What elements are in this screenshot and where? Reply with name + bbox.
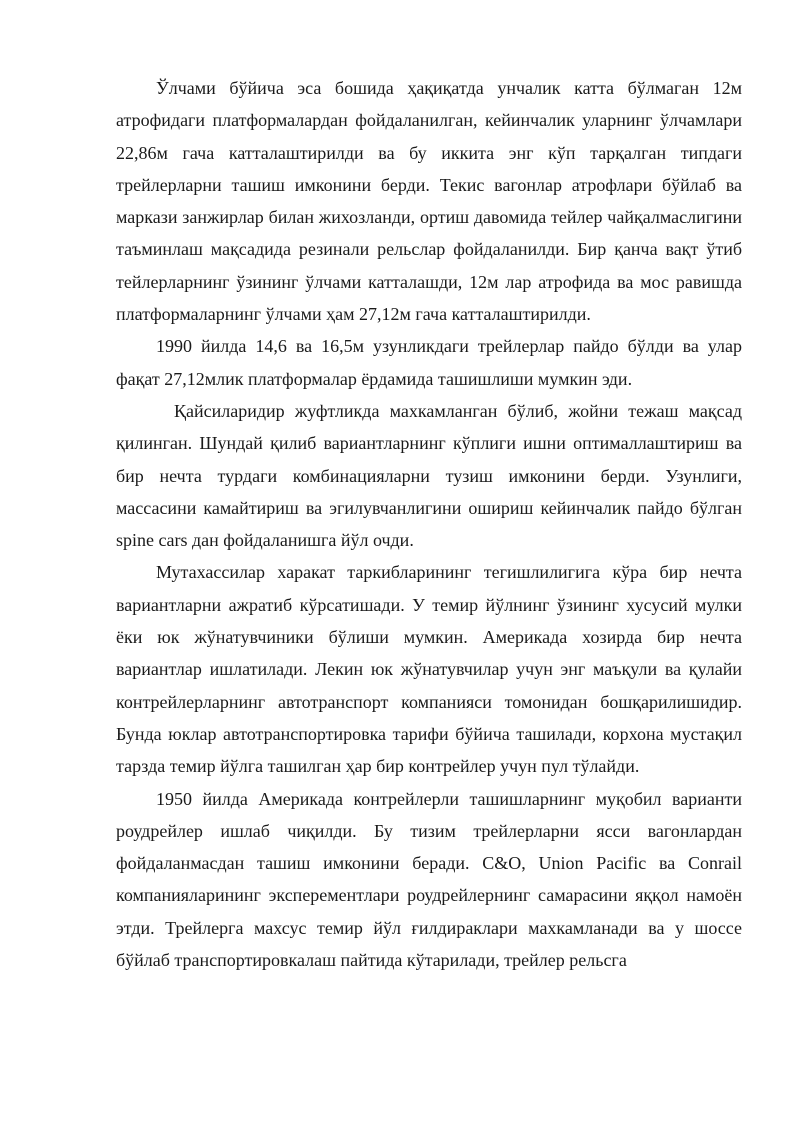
document-page: [116, 72, 742, 976]
paragraph: Ўлчами бўйича эса бошида ҳақиқатда унчалик катта бўлмаган 12м атрофидаги платформалардан фойдаланилган, кейинчалик уларнинг ўлчамлари 22,86м гача катталаштирилди ва бу иккита энг кўп тарқалган типдаги трейлерларни ташиш имконини берди. Текис вагонлар атрофлари бўйлаб ва маркази занжирлар билан жихозланди, ортиш давомида тейлер чайқалмаслигини таъминлаш мақсадида резинали рельслар фойдаланилди. Бир қанча вақт ўтиб тейлерларнинг ўзининг ўлчами катталашди, 12м лар атрофида ва мос равишда платформаларнинг ўлчами ҳам 27,12м гача катталаштирилди.: [116, 78, 742, 325]
paragraph: 1950 йилда Америкада контрейлерли ташишларнинг муқобил варианти роудрейлер ишлаб чиқилди. Бу тизим трейлерларни ясси вагонлардан фойдаланмасдан ташиш имконини беради. C&O, Union Pacific ва Conrail компанияларининг эксперементлари роудрейлернинг самарасини яққол намоён этди. Трейлерга махсус темир йўл ғилдираклари махкамланади ва у шоссе бўйлаб транспортировкалаш пайтида кўтарилади, трейлер рельсга: [116, 788, 742, 971]
paragraph: 1990 йилда 14,6 ва 16,5м узунликдаги трейлерлар пайдо бўлди ва улар фақат 27,12млик платформалар ёрдамида ташишлиши мумкин эди.: [116, 336, 742, 389]
paragraph: Қайсиларидир жуфтликда махкамланган бўлиб, жойни тежаш мақсад қилинган. Шундай қилиб вариантларнинг кўплиги ишни оптималлаштириш ва бир нечта турдаги комбинацияларни тузиш имконини берди. Узунлиги, массасини камайтириш ва эгилувчанлигини ошириш кейинчалик пайдо бўлган spine cars дан фойдаланишга йўл очди.: [116, 400, 742, 551]
paragraph: Мутахассилар харакат таркибларининг тегишлилигига кўра бир нечта вариантларни ажратиб кўрсатишади. У темир йўлнинг ўзининг хусусий мулки ёки юк жўнатувчиники бўлиши мумкин. Америкада хозирда бир нечта вариантлар ишлатилади. Лекин юк жўнатувчилар учун энг маъқули ва қулайи контрейлерларнинг автотранспорт компанияси томонидан бошқарилишидир. Бунда юклар автотранспортировка тарифи бўйича ташилади, корхона мустақил тарзда темир йўлга ташилган ҳар бир контрейлер учун пул тўлайди.: [116, 562, 742, 777]
